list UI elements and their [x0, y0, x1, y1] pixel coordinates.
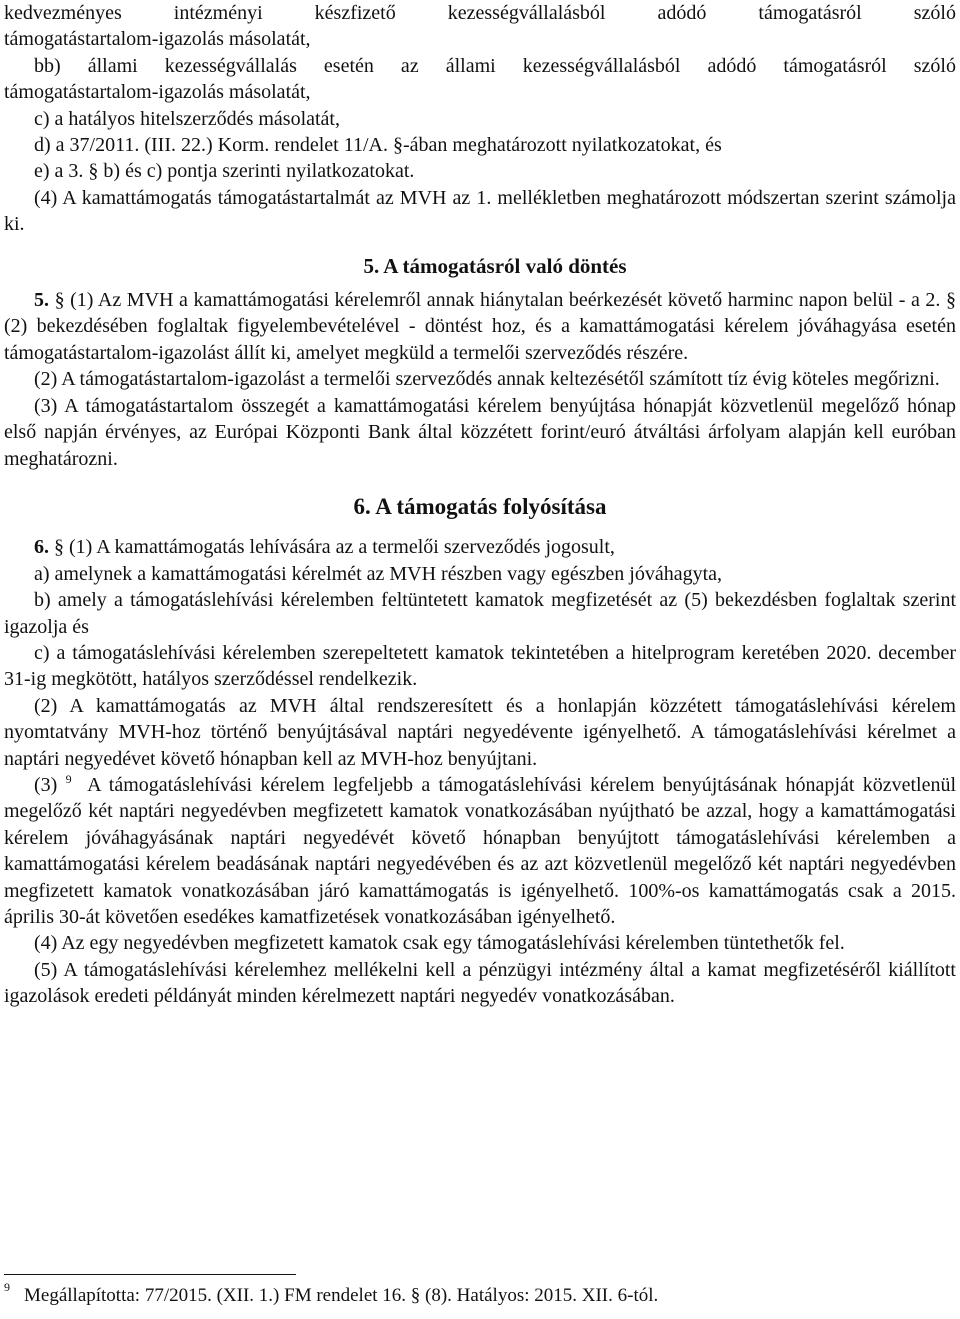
footnote [4, 1280, 944, 1308]
footnote-reference[interactable]: 9 [65, 771, 72, 786]
section-6-paragraph-3 [4, 772, 956, 930]
list-item-d: d) a 37/2011. (III. 22.) Korm. rendelet 11/A. §-ában meghatározott nyilatkozatokat, és [34, 134, 722, 157]
paragraph-label: (3) [34, 773, 58, 796]
section-number: 6. [34, 536, 49, 559]
list-item-b: b) amely a támogatáslehívási kérelemben feltüntetett kamatok megfizetését az (5) bekezdésben foglaltak szerint igazolja és [4, 589, 956, 638]
text-line: támogatástartalom-igazolás másolatát, [4, 28, 311, 51]
section-6-paragraph-4: (4) Az egy negyedévben megfizetett kamatok csak egy támogatáslehívási kérelemben tüntethetők fel. [34, 932, 845, 955]
section-5-heading: 5. A támogatásról való döntés [363, 253, 627, 278]
footnote-text: Megállapította: 77/2015. (XII. 1.) FM rendelet 16. § (8). Hatályos: 2015. XII. 6-tól. [24, 1285, 659, 1306]
footnote-divider [4, 1274, 296, 1275]
section-5-paragraph-2: (2) A támogatástartalom-igazolást a termelői szerveződés annak keltezésétől számított tíz évig köteles megőrizni. [34, 368, 940, 391]
section-6-paragraph-5: (5) A támogatáslehívási kérelemhez mellékelni kell a pénzügyi intézmény által a kamat megfizetéséről kiállított igazolások eredeti példányát minden kérelmezett naptári negyedév vonatkozásában. [4, 958, 956, 1008]
list-item-bb: bb) állami kezességvállalás esetén az állami kezességvállalásból adódó támogatásról szóló [34, 54, 956, 77]
text-line: kedvezményes intézményi készfizető kezességvállalásból adódó támogatásról szóló [4, 2, 956, 24]
list-item-e: e) a 3. § b) és c) pontja szerinti nyilatkozatokat. [34, 160, 415, 183]
text-line: támogatástartalom-igazolás másolatát, [4, 81, 311, 104]
list-item-c: c) a hatályos hitelszerződés másolatát, [34, 107, 340, 130]
paragraph-text: § (1) Az MVH a kamattámogatási kérelemről annak hiánytalan beérkezését követő harminc napon belül - a 2. § (2) bekezdésében foglaltak figyelembevételével - döntést hoz, és a kamattámogatási kérelem jóváhagyása esetén támogatástartalom-igazolást állít ki, amelyet megküld a termelői szerveződés részére. [4, 289, 956, 364]
paragraph-text: A támogatáslehívási kérelem legfeljebb a támogatáslehívási kérelem benyújtásának hónapját közvetlenül megelőző két naptári negyedévben megfizetett kamatok vonatkozásában nyújtható be azzal, hogy a kamattámogatási kérelem jóváhagyásának naptári negyedévét követő hónapban benyújtott támogatáslehívási kérelemben a kamattámogatási kérelem beadásának naptári negyedévében és az azt közvetlenül megelőző két naptári negyedévben megfizetett kamatok vonatkozásában járó kamattámogatás is igényelhető. 100%-os kamattámogatás csak a 2015. április 30-át követően esedékes kamatfizetések vonatkozásában igényelhető. [4, 773, 957, 928]
section-5-paragraph-3: (3) A támogatástartalom összegét a kamattámogatási kérelem benyújtása hónapját közvetlenül megelőző hónap első napján érvényes, az Európai Központi Bank által közzétett forint/euró átváltási árfolyam alapján kell euróban meghatározni. [4, 394, 956, 470]
list-item-a: a) amelynek a kamattámogatási kérelmét az MVH részben vagy egészben jóváhagyta, [34, 562, 723, 585]
paragraph-4: (4) A kamattámogatás támogatástartalmát az MVH az 1. mellékletben meghatározott módszertan szerint számolja ki. [4, 186, 956, 236]
paragraph-text: § (1) A kamattámogatás lehívására az a termelői szerveződés jogosult, [54, 536, 615, 559]
list-item-c: c) a támogatáslehívási kérelemben szerepeltetett kamatok tekintetében a hitelprogram keretében 2020. december 31-ig megkötött, hatályos szerződéssel rendelkezik. [4, 641, 956, 691]
section-6-paragraph-1 [4, 534, 956, 560]
section-6-paragraph-2: (2) A kamattámogatás az MVH által rendszeresített és a honlapján közzétett támogatáslehívási kérelem nyomtatvány MVH-hoz történő benyújtásával naptári negyedévente igényelhető. A támogatáslehívási kérelmet a naptári negyedévet követő hónapban kell az MVH-hoz benyújtani. [4, 694, 956, 770]
section-6-heading: 6. A támogatás folyósítása [353, 493, 607, 519]
section-number: 5. [34, 289, 49, 312]
footnote-number: 9 [4, 1280, 10, 1294]
section-5-paragraph-1 [4, 287, 956, 366]
